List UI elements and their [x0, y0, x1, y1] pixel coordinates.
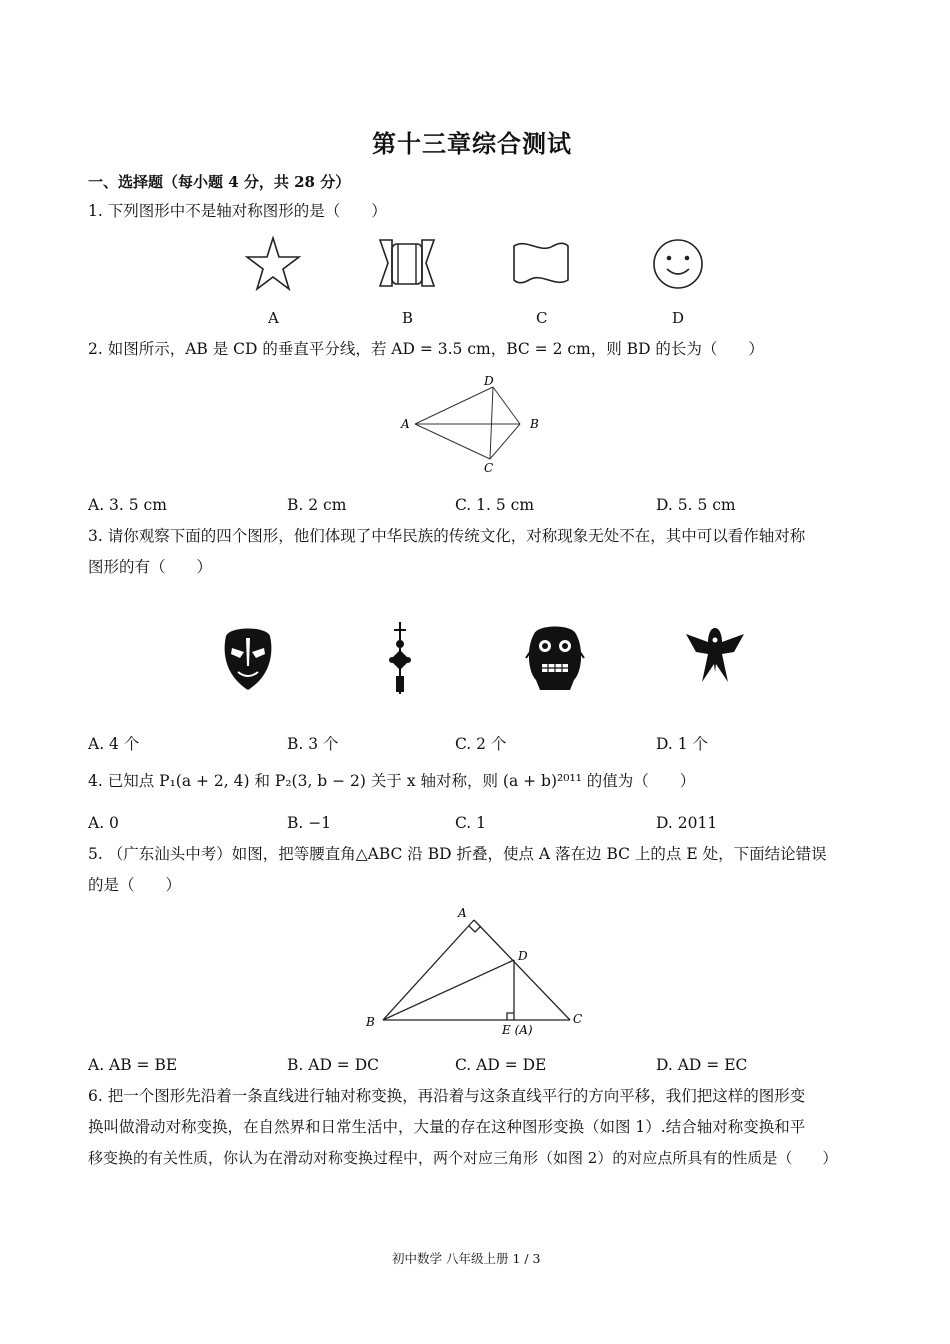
- figure-label-d: D: [672, 309, 685, 327]
- figure-label-b: B: [402, 309, 414, 327]
- point-label-d: D: [484, 374, 494, 388]
- q5-option-d: D. AD = EC: [656, 1056, 748, 1074]
- star-icon: [246, 236, 300, 292]
- scroll-icon: [378, 238, 436, 288]
- page-title: 第十三章综合测试: [372, 129, 572, 158]
- point-label-a: A: [458, 906, 467, 920]
- q5-option-b: B. AD = DC: [287, 1056, 379, 1074]
- figure-label-c: C: [536, 309, 548, 327]
- flag-icon: [512, 240, 570, 286]
- page-footer: 初中数学 八年级上册 1 / 3: [392, 1251, 541, 1266]
- question-5-line-2: 的是（ ）: [88, 876, 182, 894]
- q3-option-b: B. 3 个: [287, 735, 339, 753]
- point-label-a: A: [401, 417, 410, 431]
- opera-mask-icon: [222, 626, 274, 692]
- q5-option-a: A. AB = BE: [88, 1056, 178, 1074]
- section-heading: 一、选择题（每小题 4 分，共 28 分）: [88, 173, 351, 191]
- point-label-c: C: [484, 461, 494, 475]
- q4-option-d: D. 2011: [656, 814, 718, 832]
- smiley-icon: [652, 238, 704, 290]
- lion-mask-icon: [526, 624, 584, 690]
- q2-option-a: A. 3. 5 cm: [88, 496, 167, 514]
- point-label-e: E (A): [502, 1023, 533, 1037]
- swallow-kite-icon: [682, 622, 748, 690]
- q3-option-a: A. 4 个: [88, 735, 140, 753]
- point-label-b: B: [530, 417, 539, 431]
- q3-option-d: D. 1 个: [656, 735, 709, 753]
- point-label-b: B: [366, 1015, 375, 1029]
- question-6-line-2: 换叫做滑动对称变换，在自然界和日常生活中，大量的存在这种图形变换（如图 1）.结合轴对称变换和平: [88, 1118, 806, 1136]
- kite-diagram: [395, 374, 555, 479]
- question-4-text: 4. 已知点 P₁(a + 2, 4) 和 P₂(3, b − 2) 关于 x 轴对称，则 (a + b)²⁰¹¹ 的值为（ ）: [88, 772, 696, 790]
- fold-triangle-diagram: [360, 902, 590, 1037]
- q4-option-a: A. 0: [88, 814, 119, 832]
- chinese-knot-icon: [386, 622, 414, 694]
- question-6-line-1: 6. 把一个图形先沿着一条直线进行轴对称变换，再沿着与这条直线平行的方向平移，我们把这样的图形变: [88, 1087, 806, 1105]
- point-label-c: C: [573, 1012, 583, 1026]
- question-1-text: 1. 下列图形中不是轴对称图形的是（ ）: [88, 202, 387, 220]
- q5-option-c: C. AD = DE: [455, 1056, 547, 1074]
- q4-option-b: B. −1: [287, 814, 332, 832]
- q2-option-d: D. 5. 5 cm: [656, 496, 736, 514]
- figure-label-a: A: [268, 309, 279, 327]
- q3-option-c: C. 2 个: [455, 735, 507, 753]
- q2-option-b: B. 2 cm: [287, 496, 347, 514]
- q2-option-c: C. 1. 5 cm: [455, 496, 535, 514]
- point-label-d: D: [518, 949, 528, 963]
- question-2-text: 2. 如图所示，AB 是 CD 的垂直平分线，若 AD = 3.5 cm，BC = 2 cm，则 BD 的长为（ ）: [88, 340, 764, 358]
- q4-option-c: C. 1: [455, 814, 487, 832]
- question-6-line-3: 移变换的有关性质，你认为在滑动对称变换过程中，两个对应三角形（如图 2）的对应点所具有的性质是（ ）: [88, 1149, 838, 1167]
- question-3-line-1: 3. 请你观察下面的四个图形，他们体现了中华民族的传统文化，对称现象无处不在，其中可以看作轴对称: [88, 527, 806, 545]
- question-3-line-2: 图形的有（ ）: [88, 558, 213, 576]
- question-5-line-1: 5. （广东汕头中考）如图，把等腰直角△ABC 沿 BD 折叠，使点 A 落在边 BC 上的点 E 处，下面结论错误: [88, 845, 827, 863]
